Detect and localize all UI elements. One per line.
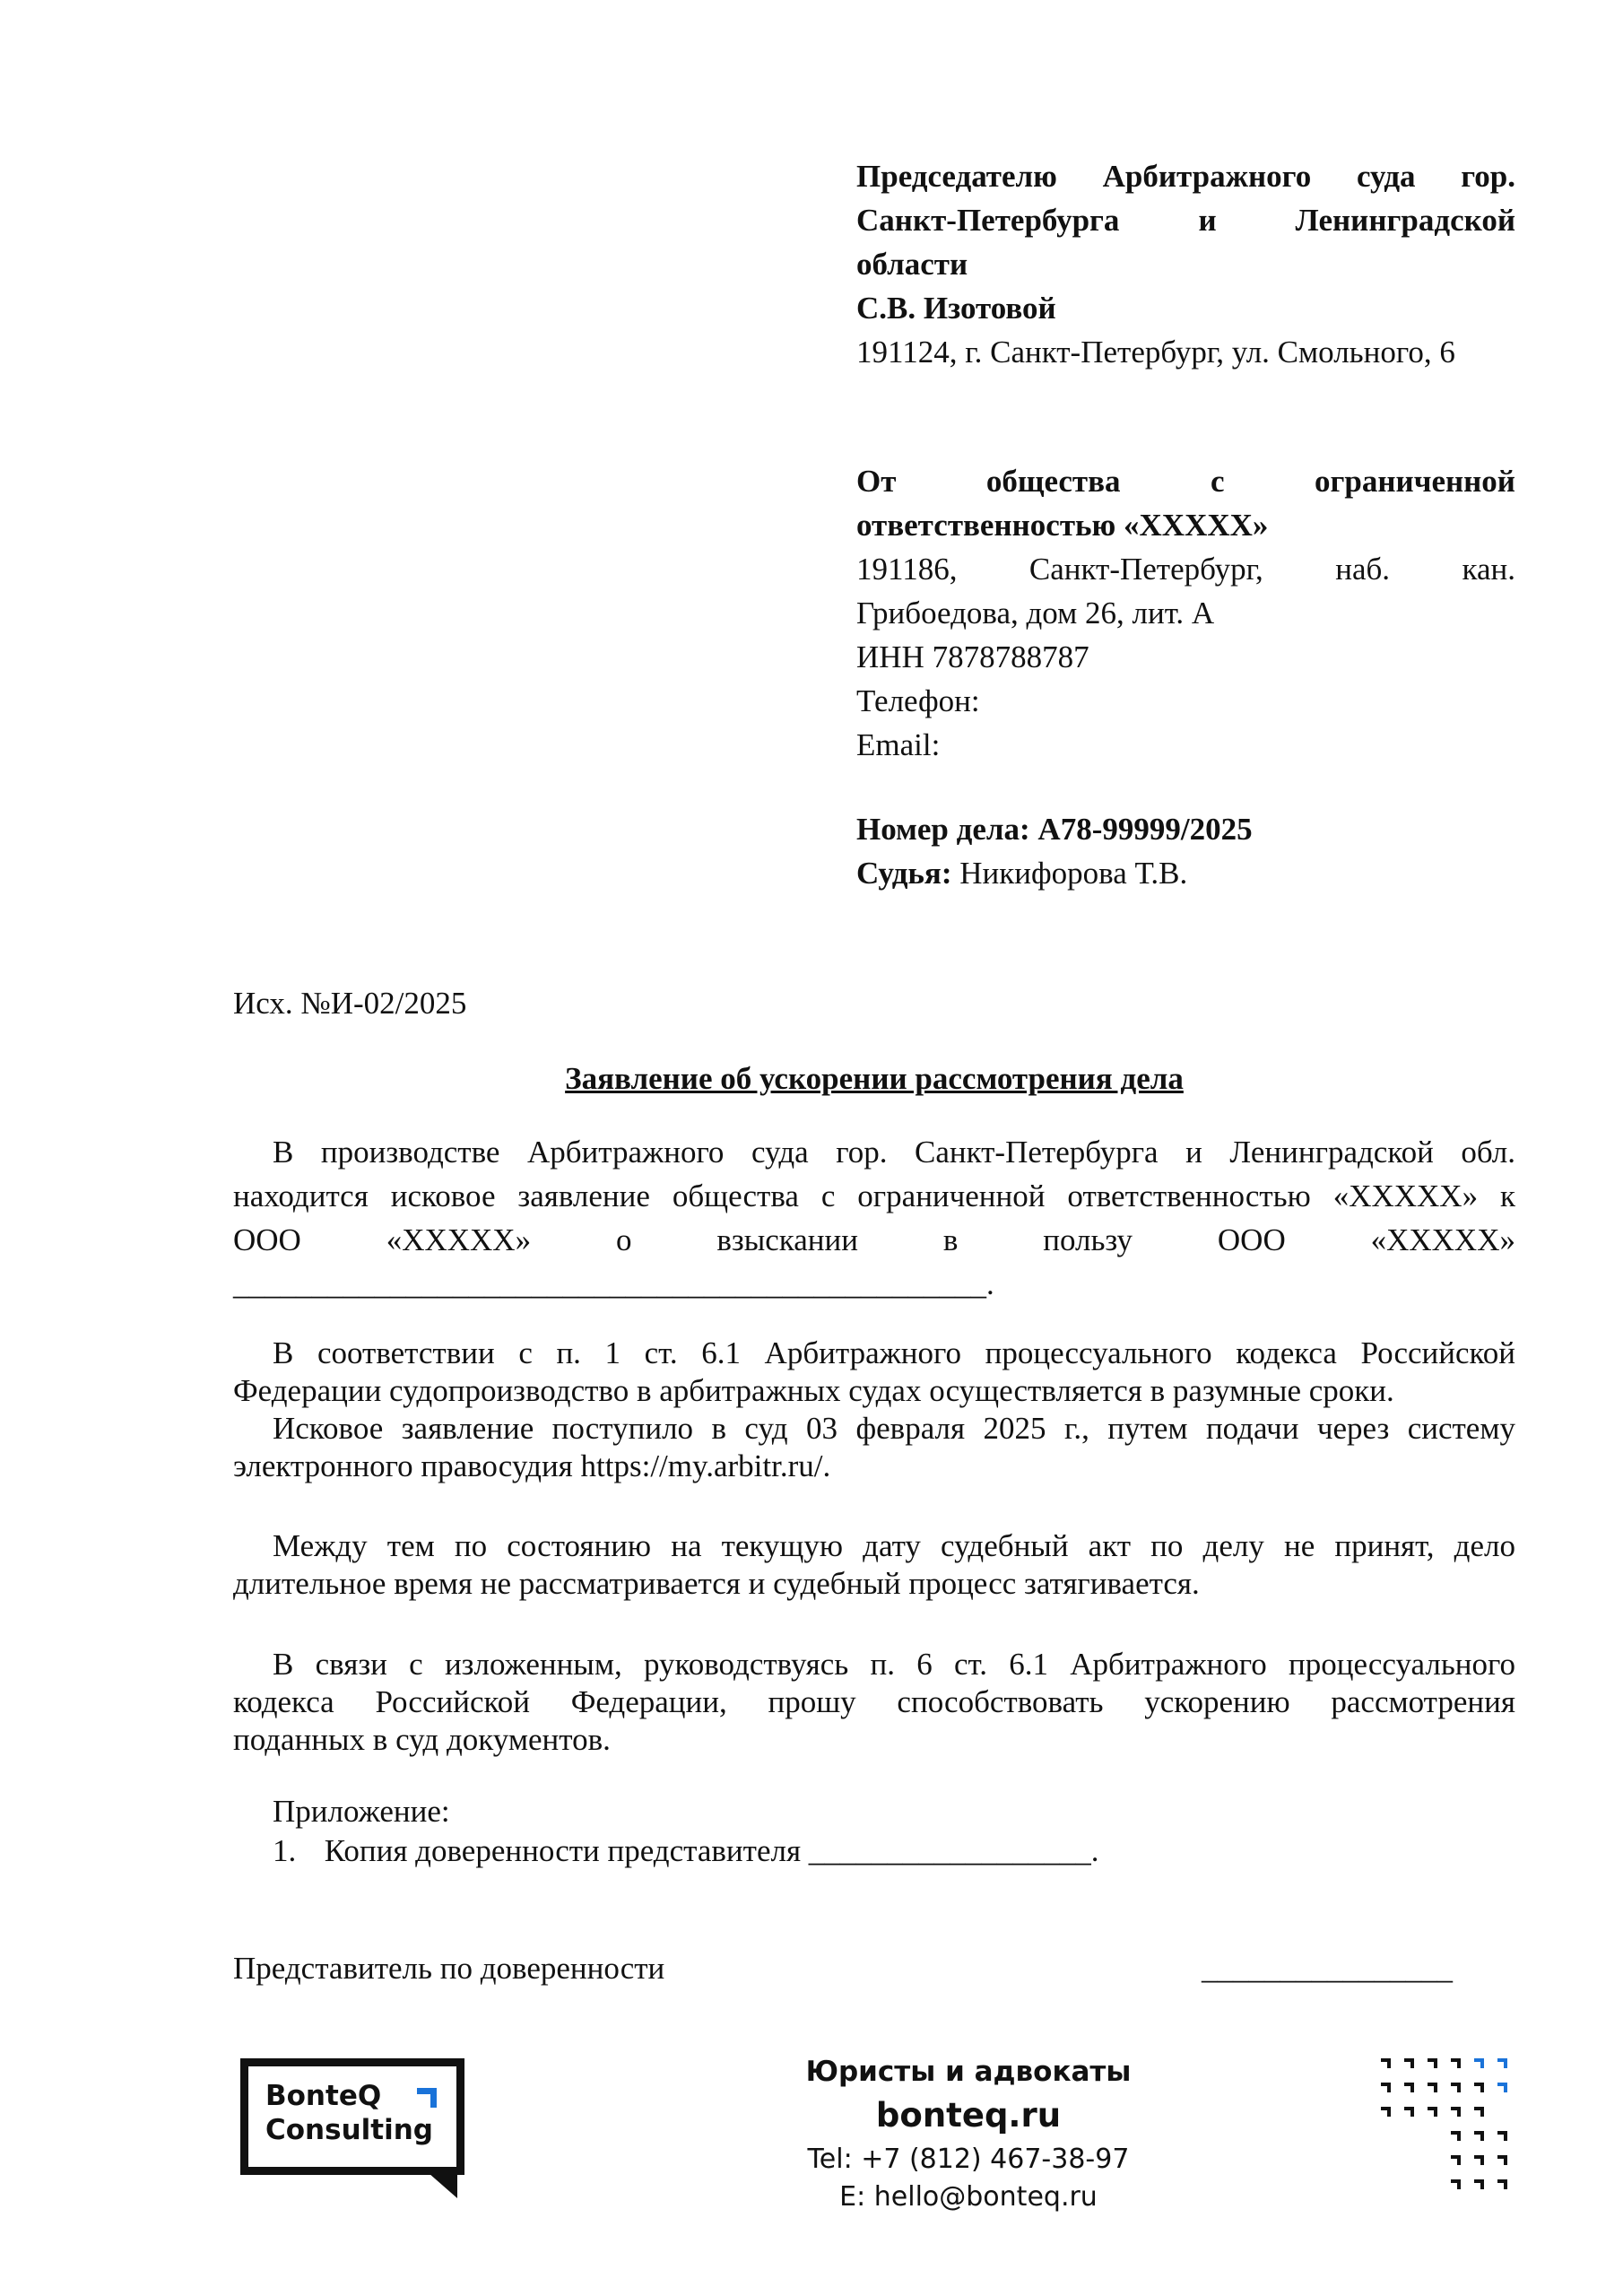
paragraph-line: находится исковое заявление общества с ограниченной ответственностью «ХХХХХ» к bbox=[233, 1178, 1515, 1213]
attachment-text: Копия доверенности представителя __________________. bbox=[324, 1833, 1099, 1868]
decorative-dot bbox=[1428, 2083, 1437, 2092]
paragraph-word: взыскании bbox=[716, 1222, 858, 1257]
sender-address-line bbox=[856, 547, 1515, 591]
judge-label: Судья: bbox=[856, 856, 952, 891]
decorative-dot bbox=[1451, 2083, 1461, 2092]
paragraph-word: ООО bbox=[233, 1222, 301, 1257]
paragraph-word: в bbox=[942, 1222, 959, 1257]
decorative-dot bbox=[1474, 2155, 1484, 2165]
decorative-dot bbox=[1474, 2179, 1484, 2189]
paragraph-line: В связи с изложенным, руководствуясь п. 6 ст. 6.1 Арбитражного процессуального bbox=[273, 1647, 1515, 1682]
sender-word: От bbox=[856, 464, 897, 499]
decorative-dot bbox=[1451, 2131, 1461, 2141]
addressee-address: 191124, г. Санкт-Петербург, ул. Смольного, 6 bbox=[856, 335, 1455, 370]
addressee-name: С.В. Изотовой bbox=[856, 291, 1056, 326]
case-block bbox=[856, 807, 1515, 895]
sender-name: ответственностью «ХХХХХ» bbox=[856, 508, 1269, 543]
paragraph-2 bbox=[233, 1335, 1515, 1485]
judge-name: Никифорова Т.В. bbox=[951, 856, 1188, 891]
sender-word: кан. bbox=[1462, 552, 1515, 587]
paragraph-word: «ХХХХХ» bbox=[1370, 1222, 1515, 1257]
paragraph-line: Исковое заявление поступило в суд 03 февраля 2025 г., путем подачи через систему bbox=[273, 1411, 1515, 1446]
attachments-heading: Приложение: bbox=[273, 1794, 450, 1829]
paragraph-4 bbox=[233, 1646, 1515, 1759]
decorative-dot bbox=[1497, 2179, 1507, 2189]
signature-label: Представитель по доверенности bbox=[233, 1951, 665, 1986]
paragraph-word: «ХХХХХ» bbox=[386, 1222, 532, 1257]
paragraph-line: В соответствии с п. 1 ст. 6.1 Арбитражного процессуального кодекса Российской bbox=[273, 1335, 1515, 1370]
decorative-dot bbox=[1404, 2107, 1414, 2117]
sender-word: общества bbox=[985, 464, 1121, 499]
decorative-dot bbox=[1474, 2058, 1484, 2068]
decorative-dot bbox=[1381, 2058, 1391, 2068]
attachments-block bbox=[273, 1792, 1099, 1871]
decorative-dot bbox=[1451, 2058, 1461, 2068]
decorative-dot bbox=[1381, 2083, 1391, 2092]
logo-speech-tail bbox=[421, 2167, 457, 2198]
decorative-dot bbox=[1451, 2179, 1461, 2189]
sender-word: Санкт-Петербург, bbox=[1028, 552, 1263, 587]
footer-site: bonteq.ru bbox=[875, 2096, 1062, 2135]
addressee-line bbox=[856, 198, 1515, 242]
outgoing-number: Исх. №И-02/2025 bbox=[233, 986, 467, 1021]
document-title: Заявление об ускорении рассмотрения дела bbox=[565, 1061, 1184, 1096]
paragraph-line: кодекса Российской Федерации, прошу способствовать ускорению рассмотрения bbox=[233, 1684, 1515, 1719]
footer-phone: Tel: +7 (812) 467-38-97 bbox=[807, 2144, 1130, 2175]
decorative-dot bbox=[1428, 2058, 1437, 2068]
paragraph-line: В производстве Арбитражного суда гор. Санкт-Петербурга и Ленинградской обл. bbox=[273, 1135, 1515, 1170]
sender-inn: ИНН 7878788787 bbox=[856, 639, 1089, 674]
sender-email: Email: bbox=[856, 727, 941, 762]
paragraph-line: длительное время не рассматривается и судебный процесс затягивается. bbox=[233, 1566, 1200, 1601]
paragraph-1 bbox=[233, 1130, 1515, 1306]
case-number: Номер дела: А78-99999/2025 bbox=[856, 812, 1253, 847]
sender-phone: Телефон: bbox=[856, 683, 980, 718]
paragraph-line: Федерации судопроизводство в арбитражных судах осуществляется в разумные сроки. bbox=[233, 1373, 1394, 1408]
decorative-dot bbox=[1451, 2107, 1461, 2117]
addressee-word: и bbox=[1198, 203, 1217, 238]
paragraph-word: о bbox=[615, 1222, 632, 1257]
sender-block bbox=[856, 459, 1515, 767]
attachment-item bbox=[273, 1831, 1099, 1871]
sender-line bbox=[856, 459, 1515, 503]
footer-email: E: hello@bonteq.ru bbox=[839, 2181, 1098, 2213]
addressee-word: Ленинградской bbox=[1295, 203, 1515, 238]
paragraph-word: ООО bbox=[1217, 1222, 1286, 1257]
decorative-dot bbox=[1474, 2083, 1484, 2092]
sender-word: 191186, bbox=[856, 552, 958, 587]
sender-word: с bbox=[1211, 464, 1225, 499]
paragraph-word: пользу bbox=[1043, 1222, 1133, 1257]
footer-tagline: Юристы и адвокаты bbox=[805, 2056, 1132, 2088]
paragraph-line: ________________________________________________. bbox=[233, 1266, 994, 1301]
sender-address-line: Грибоедова, дом 26, лит. А bbox=[856, 596, 1215, 631]
case-judge bbox=[856, 851, 1515, 895]
attachment-number: 1. bbox=[273, 1833, 297, 1868]
paragraph-line bbox=[233, 1218, 1515, 1262]
decorative-dot bbox=[1451, 2155, 1461, 2165]
addressee-line: области bbox=[856, 247, 968, 282]
logo-line-1: BonteQ bbox=[265, 2080, 382, 2112]
decorative-dot bbox=[1404, 2083, 1414, 2092]
paragraph-line: Между тем по состоянию на текущую дату судебный акт по делу не принят, дело bbox=[273, 1528, 1515, 1563]
logo-line-2: Consulting bbox=[265, 2114, 433, 2146]
paragraph-3 bbox=[233, 1527, 1515, 1603]
addressee-word: Санкт-Петербурга bbox=[856, 203, 1120, 238]
signature-line: ________________ bbox=[1202, 1951, 1453, 1986]
decorative-dot bbox=[1474, 2131, 1484, 2141]
paragraph-line: электронного правосудия https://my.arbitr.ru/. bbox=[233, 1448, 831, 1483]
decorative-dot bbox=[1474, 2107, 1484, 2117]
decorative-dot bbox=[1428, 2107, 1437, 2117]
decorative-dot bbox=[1497, 2131, 1507, 2141]
decorative-dot bbox=[1497, 2155, 1507, 2165]
addressee-block bbox=[856, 154, 1515, 374]
sender-word: наб. bbox=[1335, 552, 1391, 587]
decorative-dot bbox=[1381, 2107, 1391, 2117]
addressee-line: Председателю Арбитражного суда гор. bbox=[856, 159, 1515, 194]
decorative-dot bbox=[1497, 2083, 1507, 2092]
decorative-dot bbox=[1497, 2058, 1507, 2068]
paragraph-line: поданных в суд документов. bbox=[233, 1722, 611, 1757]
sender-word: ограниченной bbox=[1315, 464, 1515, 499]
logo-text bbox=[265, 2079, 433, 2147]
decorative-dot bbox=[1404, 2058, 1414, 2068]
